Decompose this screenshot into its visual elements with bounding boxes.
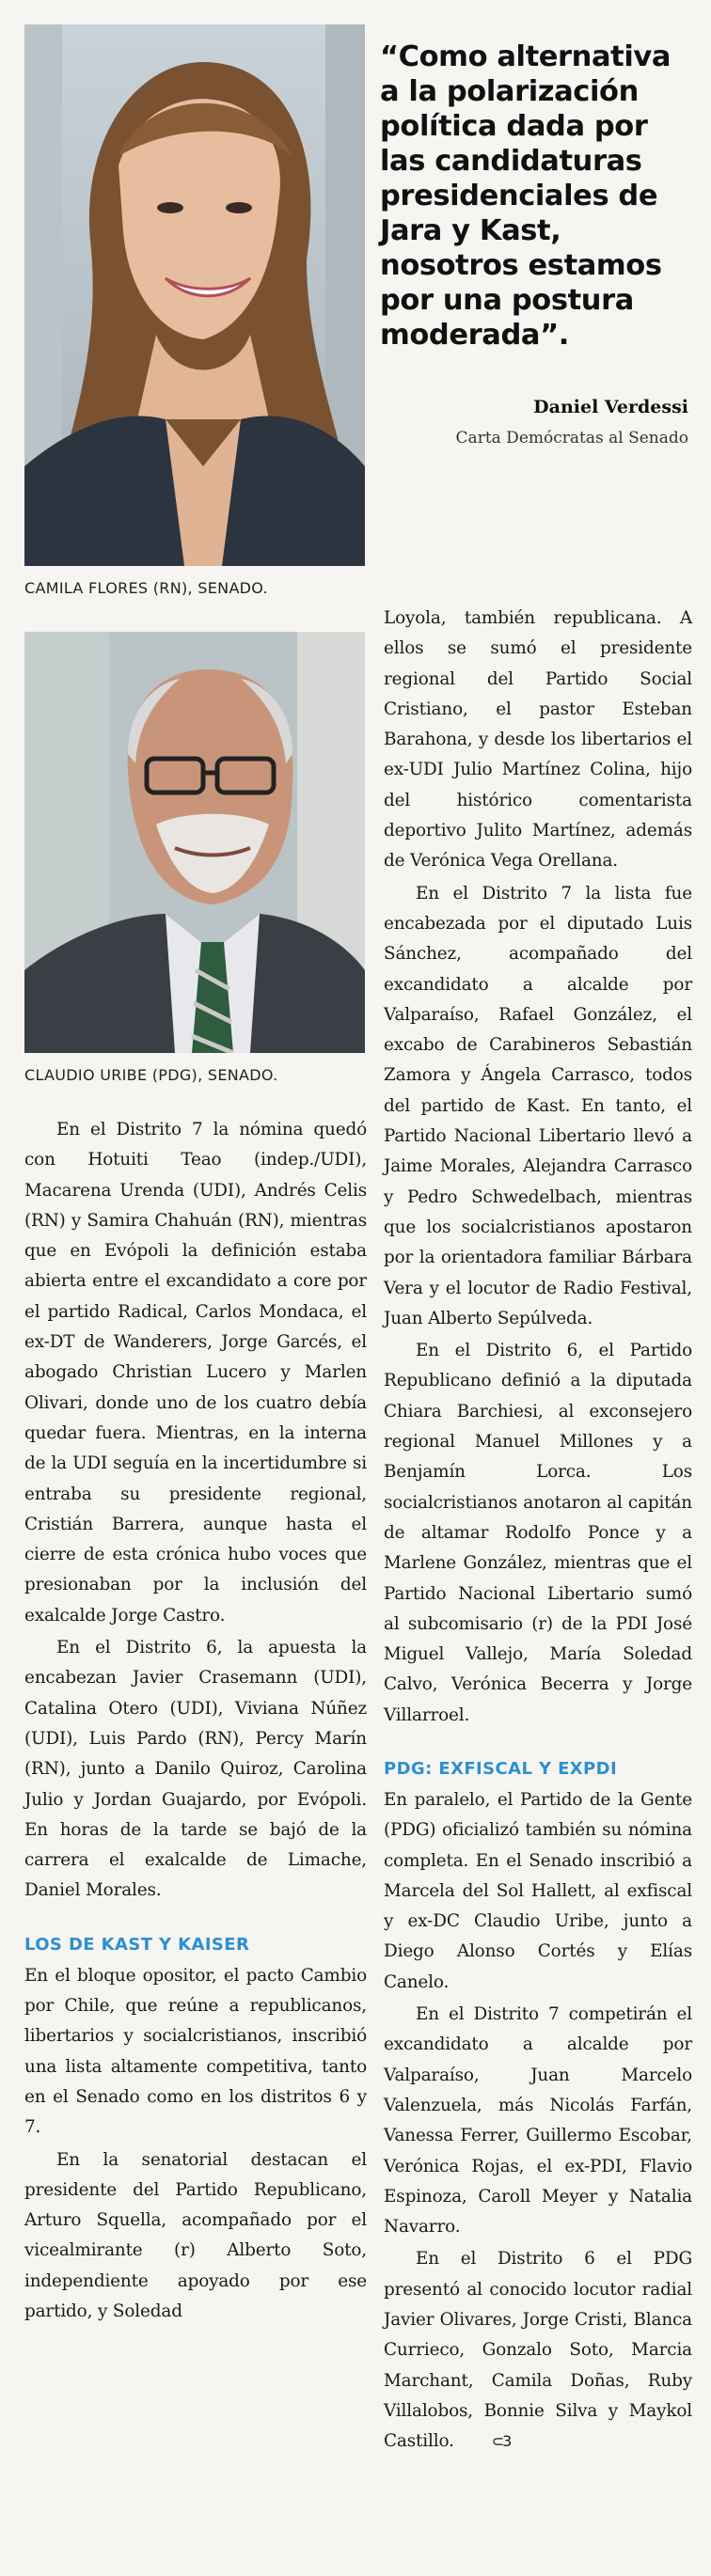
paragraph: En el bloque opositor, el pacto Cambio por Chile, que reúne a republicanos, libertarios y socialcristianos, inscribió una lista altamente competitiva, tanto en el Senado como en los distritos 6 y 7. (24, 1965, 367, 2138)
section-subhead: PDG: EXFISCAL Y EXPDI (384, 1758, 618, 1779)
pull-quote: “Como alternativa a la polarización política dada por las candidaturas presidenciales de Jara y Kast, nosotros estamos por una postura moderada”. (380, 40, 672, 352)
paragraph: En el Distrito 7 competirán el excandidato a alcalde por Valparaíso, Juan Marcelo Valenzuela, más Nicolás Farfán, Vanessa Ferrer, Guillermo Escobar, Verónica Rojas, el ex-PDI, Flavio Espinoza, Caroll Meyer y Natalia Navarro. (384, 2004, 692, 2238)
paragraph: En el Distrito 7 la nómina quedó con Hotuiti Teao (indep./UDI), Macarena Urenda (UDI), Andrés Celis (RN) y Samira Chahuán (RN), mientras que en Evópoli la definición estaba abierta entre el excandidato a core por el partido Radical, Carlos Mondaca, el ex-DT de Wanderers, Jorge Garcés, el abogado Christian Lucero y Marlen Olivari, donde uno de los cuatro debía quedar fuera. Mientras, en la interna de la UDI seguía en la incertidumbre si entraba su presidente regional, Cristián Barrera, aunque hasta el cierre de esta crónica hubo voces que presionaban por la inclusión del exalcalde Jorge Castro. (24, 1120, 367, 1626)
paragraph: Loyola, también republicana. A ellos se sumó el presidente regional del Partido Social Cristiano, el pastor Esteban Barahona, y desde los libertarios el ex-UDI Julio Martínez Colina, hijo del histórico comentarista deportivo Julito Martínez, además de Verónica Vega Orellana. (384, 608, 692, 872)
photo2-caption: CLAUDIO URIBE (PDG), SENADO. (24, 1066, 278, 1084)
quote-author: Daniel Verdessi (533, 397, 688, 417)
paragraph: En la senatorial destacan el presidente del Partido Republicano, Arturo Squella, acompañado por el vicealmirante (r) Alberto Soto, independiente apoyado por ese partido, y Soledad (24, 2149, 367, 2321)
paragraph: En el Distrito 6, la apuesta la encabezan Javier Crasemann (UDI), Catalina Otero (UDI), Viviana Núñez (UDI), Luis Pardo (RN), Percy Marín (RN), junto a Danilo Quiroz, Carolina Julio y Jordan Guajardo, por Evópoli. En horas de la tarde se bajó de la carrera el exalcalde de Limache, Daniel Morales. (24, 1638, 367, 1901)
photo1-caption: CAMILA FLORES (RN), SENADO. (24, 579, 268, 597)
paragraph: En el Distrito 7 la lista fue encabezada por el diputado Luis Sánchez, acompañado del excandidato a alcalde por Valparaíso, Rafael González, el excabo de Carabineros Sebastián Zamora y Ángela Carrasco, todos del partido de Kast. En tanto, el Partido Nacional Libertario llevó a Jaime Morales, Alejandra Carrasco y Pedro Schwedelbach, mientras que los socialcristianos apostaron por la orientadora familiar Bárbara Vera y el locutor de Radio Festival, Juan Alberto Sepúlveda. (384, 883, 692, 1328)
paragraph: En el Distrito 6, el Partido Republicano definió a la diputada Chiara Barchiesi, al exconsejero regional Manuel Millones y a Benjamín Lorca. Los socialcristianos anotaron al capitán de altamar Rodolfo Ponce y a Marlene González, mientras que el Partido Nacional Libertario sumó al subcomisario (r) de la PDI José Miguel Vallejo, María Soledad Calvo, Verónica Becerra y Jorge Villarroel. (384, 1341, 692, 1725)
quote-role: Carta Demócratas al Senado (455, 429, 688, 448)
photo-camila-flores (24, 24, 365, 566)
right-column (384, 604, 692, 2458)
section-subhead: LOS DE KAST Y KAISER (24, 1934, 250, 1955)
paragraph-text: En el Distrito 6 el PDG presentó al conocido locutor radial Javier Olivares, Jorge Cristi, Blanca Currieco, Gonzalo Soto, Marcia Marchant, Camila Doñas, Ruby Villalobos, Bonnie Silva y Maykol Castillo. (384, 2249, 692, 2452)
paragraph (384, 2244, 692, 2457)
end-mark-icon: ⊂3 (491, 2432, 511, 2451)
portrait-illustration (24, 24, 365, 566)
left-column (24, 1115, 367, 2327)
photo-claudio-uribe (24, 632, 365, 1053)
paragraph: En paralelo, el Partido de la Gente (PDG) oficializó también su nómina completa. En el Senado inscribió a Marcela del Sol Hallett, al exfiscal y ex-DC Claudio Uribe, junto a Diego Alonso Cortés y Elías Canelo. (384, 1789, 692, 1992)
portrait-illustration (24, 632, 365, 1053)
